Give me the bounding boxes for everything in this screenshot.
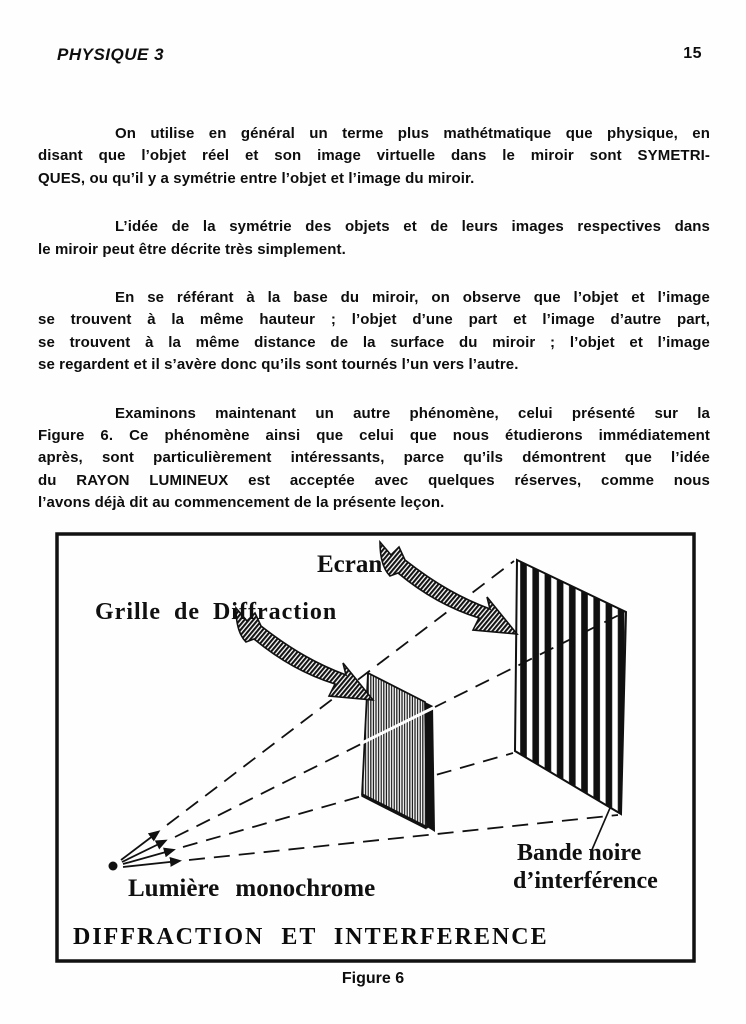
figure-title: DIFFRACTION ET INTERFERENCE [73, 924, 549, 950]
paragraph-4 [38, 403, 710, 515]
label-bande-noire-line2: d’interférence [513, 868, 658, 894]
screen-panel [515, 560, 626, 814]
paragraph-1 [38, 123, 710, 190]
label-bande-noire-line1: Bande noire [517, 840, 642, 866]
text-line: l’avons déjà dit au commencement de la présente leçon. [38, 494, 445, 512]
text-line: le miroir peut être décrite très simplement. [38, 240, 346, 258]
text-line: se trouvent à la même distance de la surface du miroir ; l’objet et l’image [38, 333, 710, 351]
figure-6-diagram [55, 532, 696, 963]
text-line: QUES, ou qu’il y a symétrie entre l’objet et l’image du miroir. [38, 169, 475, 187]
running-title: PHYSIQUE 3 [57, 45, 165, 64]
figure-caption: Figure 6 [341, 970, 405, 987]
text-line: Examinons maintenant un autre phénomène, celui présenté sur la [115, 404, 710, 422]
text-line: En se référant à la base du miroir, on observe que l’objet et l’image [115, 289, 710, 307]
label-ecran: Ecran [317, 551, 383, 578]
text-line: après, sont particulièrement intéressants, parce qu’ils démontrent que l’idée [38, 449, 710, 467]
arrow-to-screen-icon [380, 542, 517, 634]
label-lumiere-monochrome: Lumière monochrome [128, 875, 376, 902]
diffraction-grating [362, 673, 435, 832]
text-line: On utilise en général un terme plus mathétmatique que physique, en [115, 125, 710, 142]
page-header [57, 45, 702, 65]
label-grille-de-diffraction: Grille de Diffraction [95, 599, 338, 625]
text-line: se regardent et il s’avère donc qu’ils sont tournés l’un vers l’autre. [38, 356, 519, 374]
light-source-dot [109, 862, 118, 871]
text-line: disant que l’objet réel et son image virtuelle dans le miroir sont SYMETRI- [38, 147, 710, 165]
body-text [38, 123, 710, 541]
text-line: se trouvent à la même hauteur ; l’objet d’une part et l’image d’autre part, [38, 311, 710, 329]
paragraph-3 [38, 287, 710, 377]
text-line: L’idée de la symétrie des objets et de leurs images respectives dans [115, 218, 710, 236]
paragraph-2 [38, 216, 710, 261]
grating-face [362, 673, 427, 827]
page-number: 15 [683, 45, 702, 62]
interference-bands [515, 560, 626, 814]
ray-dashed-3 [183, 753, 513, 847]
text-line: Figure 6. Ce phénomène ainsi que celui que nous étudierons immédiatement [38, 427, 710, 445]
text-line: du RAYON LUMINEUX est acceptée avec quelques réserves, comme nous [38, 471, 710, 489]
